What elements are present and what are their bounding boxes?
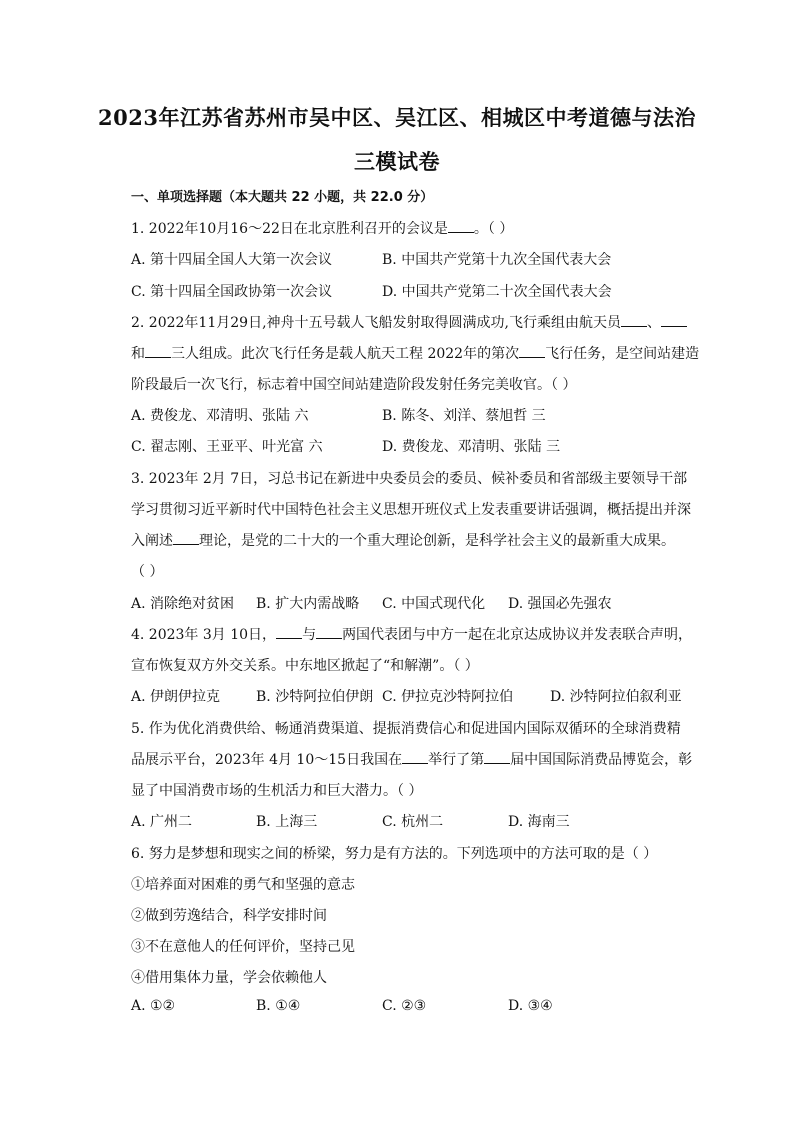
- q4-line1-part-a: 4. 2023年 3月 10日，: [131, 627, 277, 643]
- q1-option-b: B. 中国共产党第十九次全国代表大会: [382, 252, 612, 268]
- q2-option-b: B. 陈冬、刘洋、蔡旭哲 三: [382, 408, 546, 424]
- question-5-line-3: 显了中国消费市场的生机活力和巨大潜力。（ ）: [131, 783, 423, 799]
- q5-line2-part-b: 举行了第: [428, 752, 485, 768]
- question-2-line-1: [131, 312, 687, 332]
- q5-line2-part-c: 届中国国际消费品博览会，彰: [510, 752, 693, 768]
- q2-line2-part-b: 三人组成。此次飞行任务是载人航天工程 2022年的第次: [171, 346, 520, 362]
- answer-blank: [661, 314, 687, 327]
- q2-line1-part-b: 、: [646, 315, 661, 331]
- q5-option-c: C. 杭州二: [382, 814, 444, 830]
- q2-line2-part-a: 和: [131, 346, 145, 362]
- question-2-line-3: 阶段最后一次飞行，标志着中国空间站建造阶段发射任务完美收官。（ ）: [131, 377, 577, 393]
- q6-option-d: D. ③④: [508, 998, 553, 1014]
- exam-title-line1: 2023年江苏省苏州市吴中区、吴江区、相城区中考道德与法治: [98, 105, 696, 130]
- q5-option-a: A. 广州二: [131, 814, 193, 830]
- answer-blank: [402, 751, 428, 764]
- answer-blank: [519, 345, 545, 358]
- q2-option-a: A. 费俊龙、邓清明、张陆 六: [131, 408, 309, 424]
- q6-statement-1: ①培养面对困难的勇气和坚强的意志: [131, 877, 355, 893]
- q3-option-d: D. 强国必先强农: [508, 596, 612, 612]
- question-3-line-3: [131, 530, 675, 550]
- question-6-stem: 6. 努力是梦想和现实之间的桥梁，努力是有方法的。下列选项中的方法可取的是（ ）: [131, 846, 658, 862]
- q5-line2-part-a: 品展示平台，2023年 4月 10～15日我国在: [131, 752, 403, 768]
- q6-option-c: C. ②③: [382, 998, 427, 1014]
- q6-statement-2: ②做到劳逸结合，科学安排时间: [131, 908, 327, 924]
- question-5-line-1: 5. 作为优化消费供给、畅通消费渠道、提振消费信心和促进国内国际双循环的全球消费精: [131, 721, 681, 737]
- q1-option-d: D. 中国共产党第二十次全国代表大会: [382, 284, 612, 300]
- q4-option-a: A. 伊朗伊拉克: [131, 689, 221, 705]
- q2-line1-part-a: 2. 2022年11月29日,神舟十五号载人飞船发射取得圆满成功,飞行乘组由航天员: [131, 315, 621, 331]
- q3-option-a: A. 消除绝对贫困: [131, 596, 235, 612]
- question-3-line-4: （ ）: [131, 564, 164, 580]
- q3-line3-part-a: 入阐述: [131, 533, 173, 549]
- question-4-line-2: 宣布恢复双方外交关系。中东地区掀起了“和解潮”。（ ）: [131, 658, 479, 674]
- q1-option-c: C. 第十四届全国政协第一次会议: [131, 284, 333, 300]
- q2-option-c: C. 翟志刚、王亚平、叶光富 六: [131, 439, 323, 455]
- answer-blank: [621, 314, 647, 327]
- q6-option-a: A. ①②: [131, 998, 176, 1014]
- answer-blank: [173, 532, 199, 545]
- q6-statement-3: ③不在意他人的任何评价，坚持己见: [131, 939, 355, 955]
- answer-blank: [316, 626, 342, 639]
- q6-option-b: B. ①④: [256, 998, 301, 1014]
- q4-line1-part-b: 与: [302, 627, 317, 643]
- q3-option-c: C. 中国式现代化: [382, 596, 486, 612]
- question-5-line-2: [131, 749, 692, 769]
- answer-blank: [484, 751, 510, 764]
- question-4-line-1: [131, 624, 692, 644]
- question-2-line-2: [131, 343, 699, 363]
- q1-stem-part-b: 。（ ）: [473, 221, 514, 237]
- q2-line2-part-c: 飞行任务，是空间站建造: [545, 346, 700, 362]
- q1-stem-part-a: 1. 2022年10月16～22日在北京胜利召开的会议是: [131, 221, 448, 237]
- q3-option-b: B. 扩大内需战略: [256, 596, 360, 612]
- q6-statement-4: ④借用集体力量，学会依赖他人: [131, 970, 327, 986]
- q1-option-a: A. 第十四届全国人大第一次会议: [131, 252, 333, 268]
- q4-line1-part-c: 两国代表团与中方一起在北京达成协议并发表联合声明，: [342, 627, 693, 643]
- question-3-line-1: 3. 2023年 2月 7日，习总书记在新进中央委员会的委员、候补委员和省部级主要领导干部: [131, 471, 688, 487]
- q4-option-c: C. 伊拉克沙特阿拉伯: [382, 689, 514, 705]
- q4-option-d: D. 沙特阿拉伯叙利亚: [550, 689, 682, 705]
- q5-option-d: D. 海南三: [508, 814, 570, 830]
- question-3-line-2: 学习贯彻习近平新时代中国特色社会主义思想开班仪式上发表重要讲话强调，概括提出并深: [131, 502, 691, 518]
- question-1-stem: [131, 218, 513, 238]
- q5-option-b: B. 上海三: [256, 814, 318, 830]
- section-heading: 一、单项选择题（本大题共 22 小题，共 22.0 分）: [131, 190, 434, 205]
- q4-option-b: B. 沙特阿拉伯伊朗: [256, 689, 374, 705]
- answer-blank: [276, 626, 302, 639]
- answer-blank: [145, 345, 171, 358]
- exam-title-line2: 三模试卷: [354, 149, 440, 174]
- q2-option-d: D. 费俊龙、邓清明、张陆 三: [382, 439, 561, 455]
- q3-line3-part-b: 理论，是党的二十大的一个重大理论创新，是科学社会主义的最新重大成果。: [199, 533, 675, 549]
- answer-blank: [448, 220, 474, 233]
